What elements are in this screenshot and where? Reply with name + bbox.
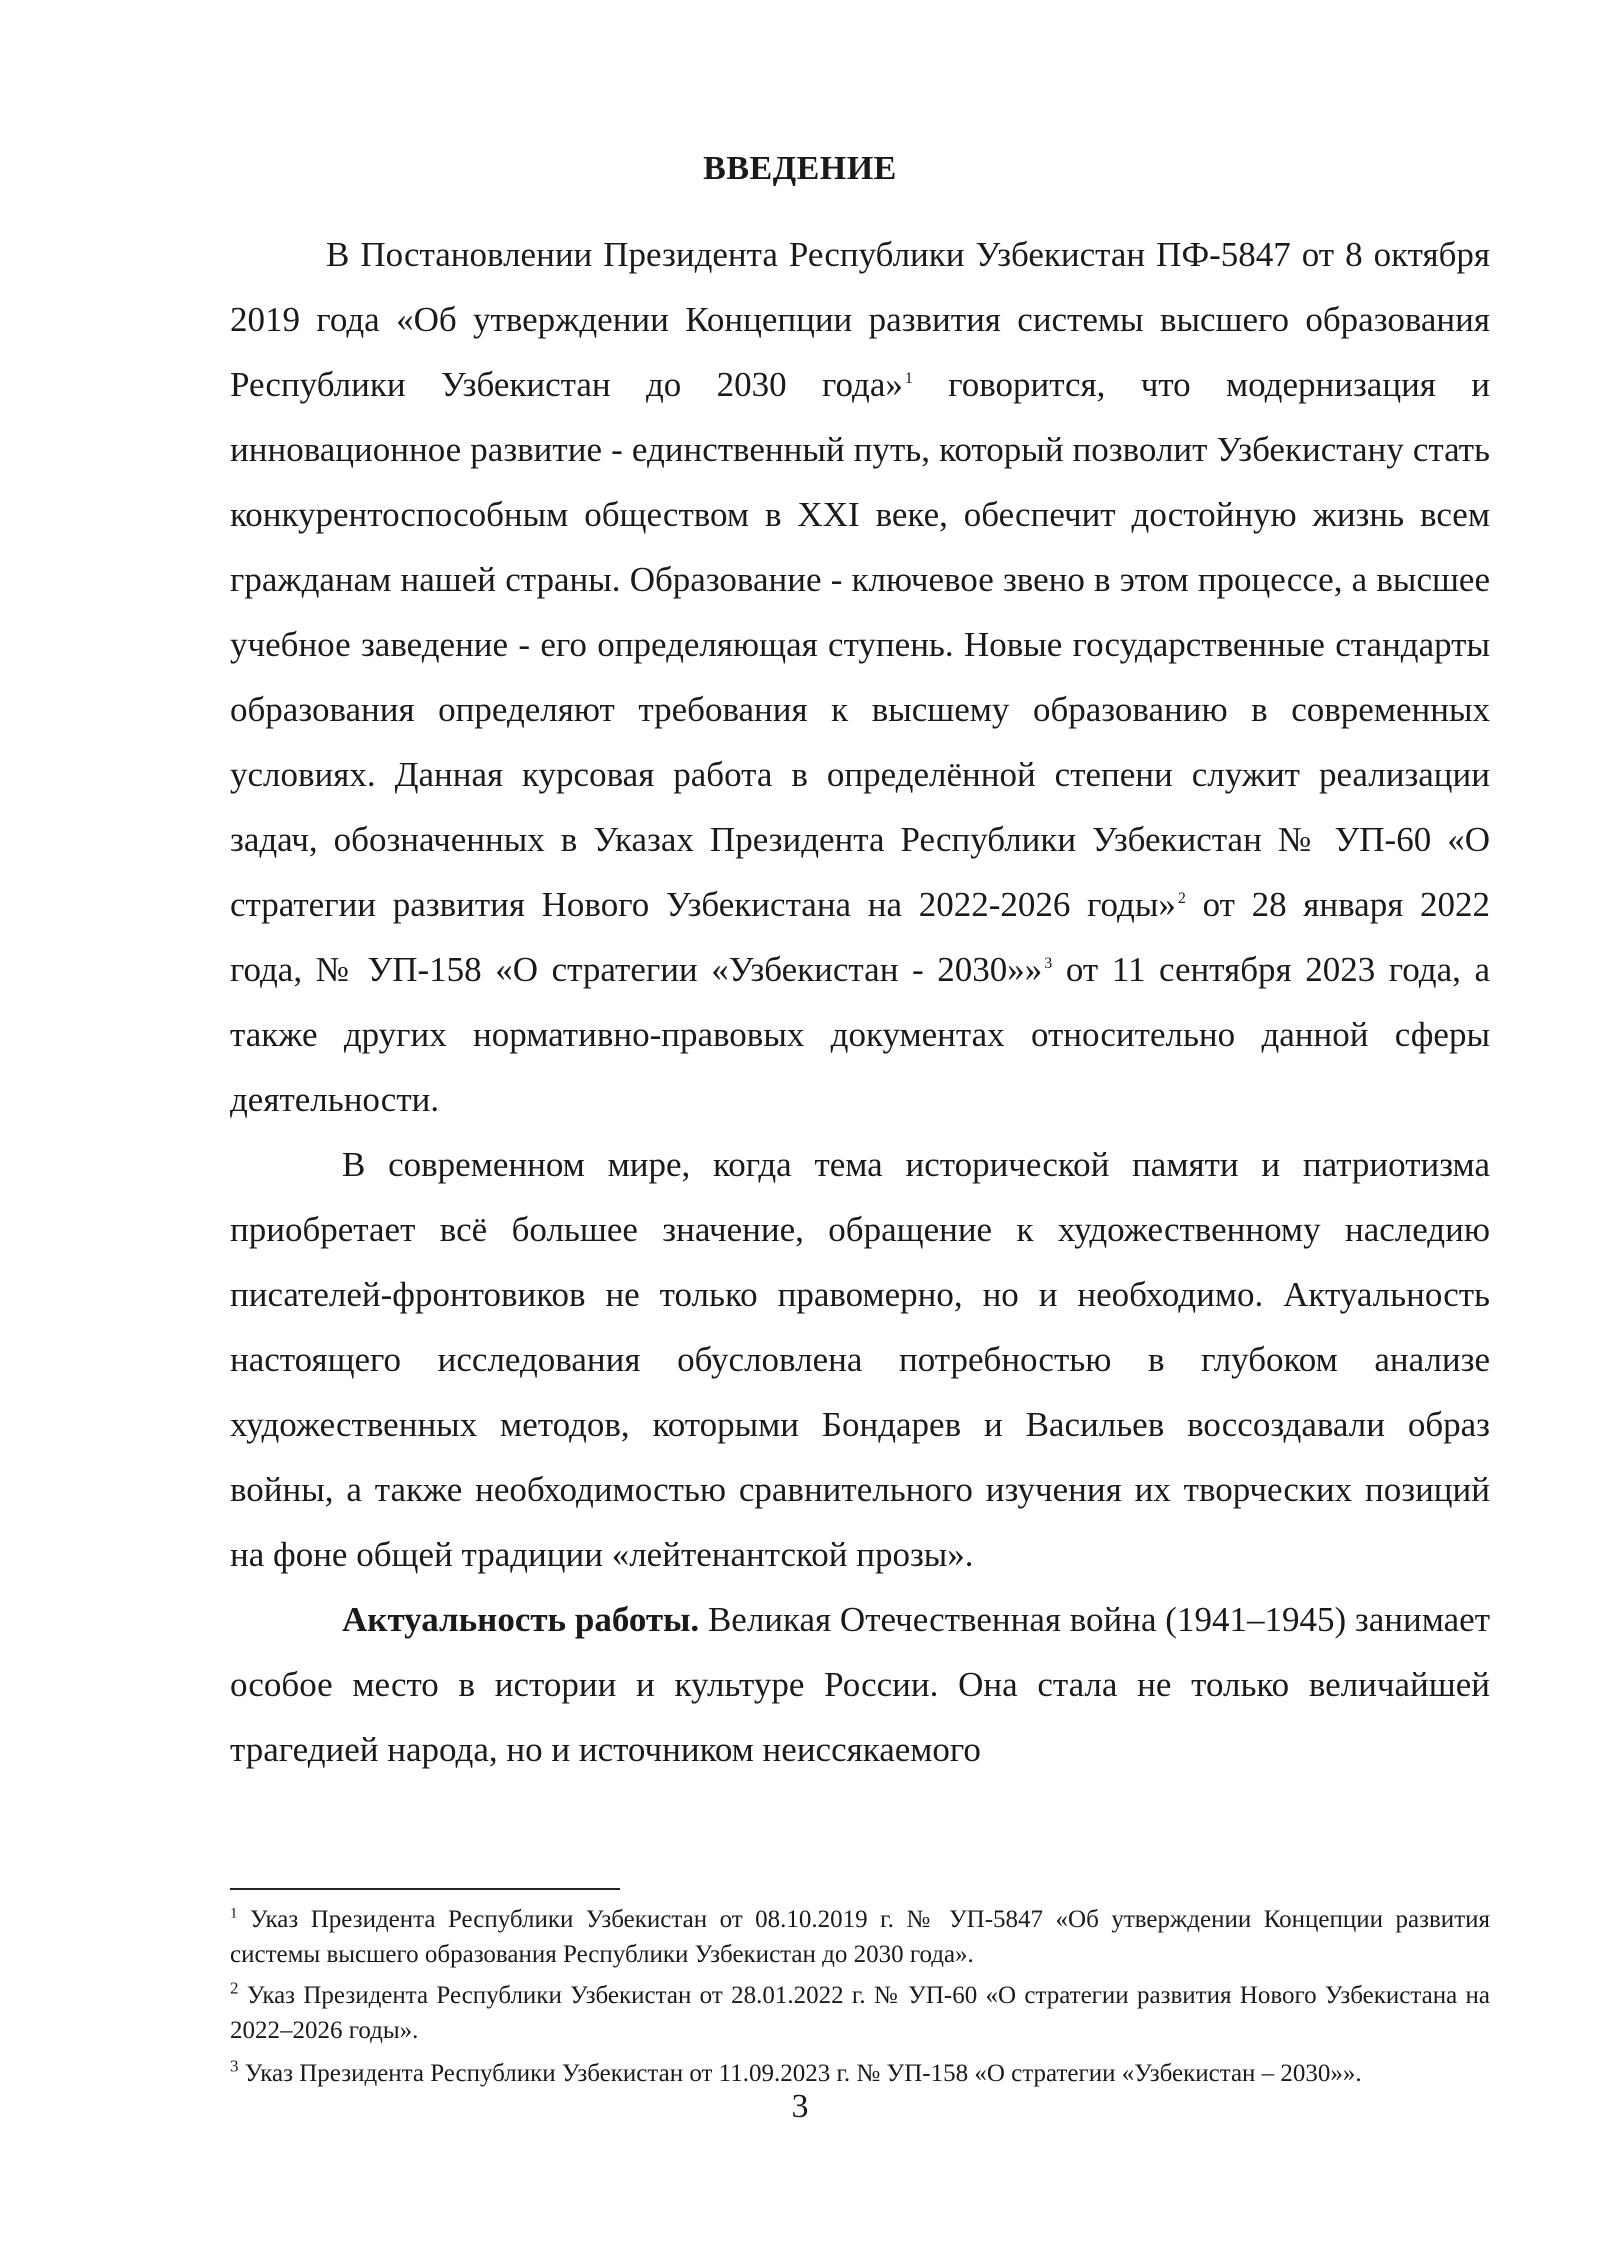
- paragraph-relevance: [230, 1587, 1490, 1782]
- footnote-2: [230, 1978, 1490, 2048]
- section-heading: ВВЕДЕНИЕ: [703, 150, 897, 187]
- paragraph-text: от 28 января 2022 года, № УП-158 «О стратегии «Узбекистан - 2030»»: [230, 885, 1490, 989]
- footnote-mark: 3: [230, 2056, 239, 2076]
- paragraph-text: Великая Отечественная война (1941–1945) занимает особое место в истории и культуре России. Она стала не только величайшей трагедией народа, но и источником неиссякаемого: [230, 1600, 1490, 1769]
- footnotes: [230, 1902, 1490, 2091]
- footnote-mark: 1: [230, 1905, 238, 1922]
- footnote-text: Указ Президента Республики Узбекистан от 11.09.2023 г. № УП-158 «О стратегии «Узбекистан – 2030»».: [238, 2060, 1362, 2087]
- page-number: 3: [791, 2088, 809, 2125]
- paragraph-text: говорится, что модернизация и инновационное развитие - единственный путь, который позволит Узбекистану стать конкурентоспособным обществом в XXI веке, обеспечит достойную жизнь всем гражданам нашей страны. Образование - ключевое звено в этом процессе, а высшее учебное заведение - его определяющая ступень. Новые государственные стандарты образования определяют требования к высшему образованию в современных условиях. Данная курсовая работа в определённой степени служит реализации задач, обозначенных в Указах Президента Республики Узбекистан № УП-60 «О стратегии развития Нового Узбекистана на 2022-2026 годы»: [230, 365, 1491, 924]
- body-text: [230, 222, 1490, 1782]
- footnote-separator: [230, 1888, 620, 1890]
- footnote-mark: 2: [230, 1978, 239, 1998]
- paragraph-text: В Постановлении Президента Республики Узбекистан ПФ-5847 от 8 октября 2019 года «Об утверждении Концепции развития системы высшего образования Республики Узбекистан до 2030 года»: [230, 235, 1490, 404]
- footnote-text: Указ Президента Республики Узбекистан от 08.10.2019 г. № УП-5847 «Об утверждении Концепции развития системы высшего образования Республики Узбекистан до 2030 года».: [230, 1906, 1490, 1968]
- footnote-ref-3[interactable]: 3: [1044, 955, 1053, 973]
- paragraph-modern-world: В современном мире, когда тема исторической памяти и патриотизма приобретает всё большее значение, обращение к художественному наследию писателей-фронтовиков не только правомерно, но и необходимо. Актуальность настоящего исследования обусловлена потребностью в глубоком анализе художественных методов, которыми Бондарев и Васильев воссоздавали образ войны, а также необходимостью сравнительного изучения их творческих позиций на фоне общей традиции «лейтенантской прозы».: [230, 1145, 1490, 1574]
- footnote-ref-1[interactable]: 1: [904, 370, 913, 388]
- footnote-ref-2[interactable]: 2: [1177, 890, 1186, 908]
- footnote-3: [230, 2056, 1490, 2091]
- paragraph-text: от 11 сентября 2023 года, а также других нормативно-правовых документах относительно данной сферы деятельности.: [230, 950, 1490, 1119]
- footnote-1: [230, 1902, 1490, 1972]
- relevance-heading: Актуальность работы.: [342, 1600, 700, 1639]
- paragraph-decree: [230, 222, 1490, 1132]
- footnote-text: Указ Президента Республики Узбекистан от 28.01.2022 г. № УП-60 «О стратегии развития Нового Узбекистана на 2022–2026 годы».: [230, 1982, 1490, 2044]
